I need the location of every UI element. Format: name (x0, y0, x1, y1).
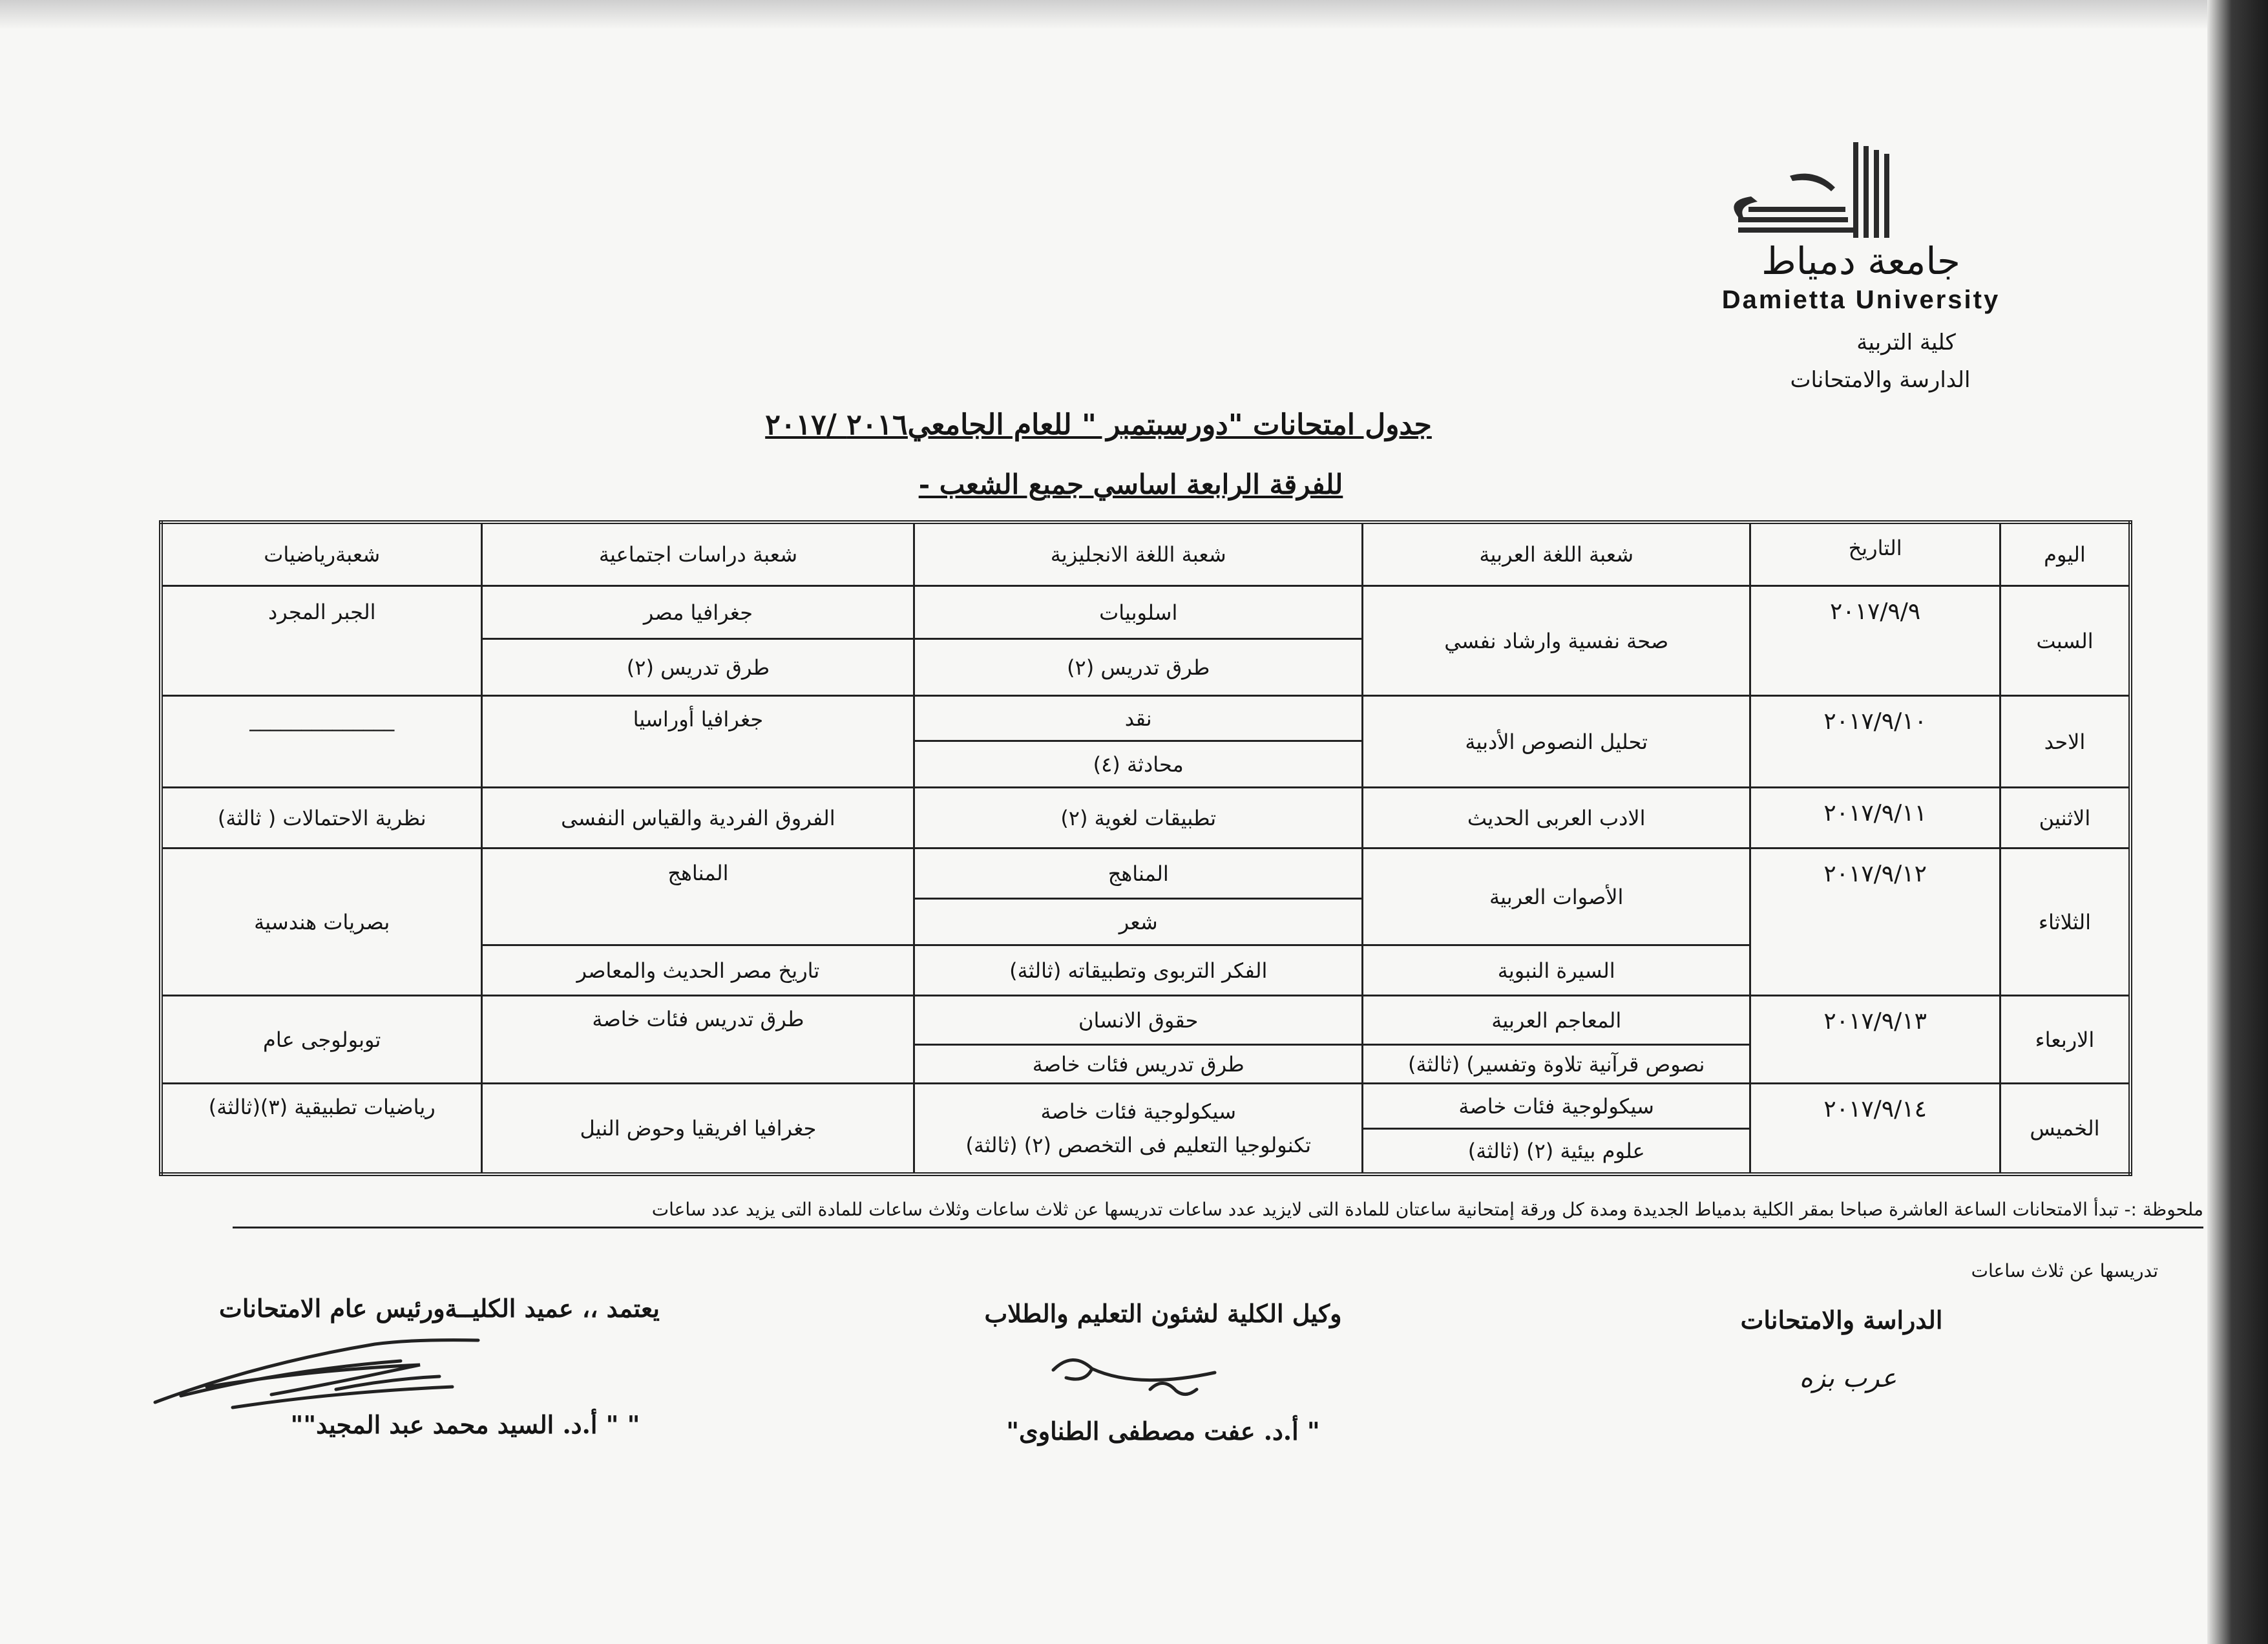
english-cell: اسلوبيات (914, 586, 1363, 639)
social-cell: الفروق الفردية والقياس النفسى (482, 788, 914, 848)
social-cell: جغرافيا افريقيا وحوض النيل (482, 1084, 914, 1174)
scan-right-edge (2207, 0, 2268, 1644)
english-cell: تطبيقات لغوية (٢) (914, 788, 1363, 848)
table-row (161, 848, 2130, 899)
english-cell: تكنولوجيا التعليم فى التخصص (٢) (ثالثة) (965, 1132, 1312, 1157)
math-cell: الجبر المجرد (161, 586, 482, 696)
header-math: شعبةرياضيات (161, 522, 482, 586)
department-name: الدارسة والامتحانات (1790, 367, 1971, 393)
english-cell: سيكولوجية فئات خاصة (1040, 1099, 1237, 1124)
table-row (161, 1084, 2130, 1129)
table-row (161, 996, 2130, 1045)
header-day: اليوم (2000, 522, 2130, 586)
table-row (161, 586, 2130, 639)
header-english: شعبة اللغة الانجليزية (914, 522, 1363, 586)
math-cell: توبولوجى عام (161, 996, 482, 1084)
scan-top-shade (0, 0, 2210, 30)
logo-arabic-name: جامعة دمياط (1761, 239, 1960, 283)
day-cell: الاربعاء (2000, 996, 2130, 1084)
math-cell: رياضيات تطبيقية (٣)(ثالثة) (161, 1084, 482, 1174)
day-cell: الخميس (2000, 1084, 2130, 1174)
date-cell: ٢٠١٧/٩/٩ (1750, 586, 2000, 696)
exam-note-continued: تدريسها عن ثلاث ساعات (1971, 1260, 2158, 1281)
english-cell: المناهج (914, 848, 1363, 899)
arabic-cell: نصوص قرآنية تلاوة وتفسير) (ثالثة) (1363, 1045, 1750, 1084)
faculty-name: كلية التربية (1856, 330, 1956, 355)
social-cell: المناهج (482, 848, 914, 945)
social-cell: طرق تدريس فئات خاصة (482, 996, 914, 1084)
day-cell: الاحد (2000, 696, 2130, 788)
math-cell: ______________ (161, 696, 482, 788)
exam-schedule-table (159, 520, 2132, 1176)
header-social: شعبة دراسات اجتماعية (482, 522, 914, 586)
signature-middle-name: " أ.د. عفت مصطفى الطناوى" (1006, 1417, 1320, 1446)
date-cell: ٢٠١٧/٩/١٢ (1750, 848, 2000, 996)
arabic-cell: المعاجم العربية (1363, 996, 1750, 1045)
social-cell: جغرافيا مصر (482, 586, 914, 639)
signature-right-handwriting: عرب بزه (1799, 1364, 1897, 1393)
math-cell: بصريات هندسية (161, 848, 482, 996)
arabic-cell: علوم بيئية (٢) (ثالثة) (1363, 1129, 1750, 1174)
social-cell: طرق تدريس (٢) (482, 639, 914, 696)
header-arabic: شعبة اللغة العربية (1363, 522, 1750, 586)
signature-right-title: الدراسة والامتحانات (1740, 1305, 1943, 1334)
english-cell: طرق تدريس فئات خاصة (914, 1045, 1363, 1084)
english-cell: الفكر التربوى وتطبيقاته (ثالثة) (914, 945, 1363, 996)
math-cell: نظرية الاحتمالات ( ثالثة) (161, 788, 482, 848)
date-cell: ٢٠١٧/٩/١٤ (1750, 1084, 2000, 1174)
table-row (161, 788, 2130, 848)
arabic-cell: السيرة النبوية (1363, 945, 1750, 996)
date-cell: ٢٠١٧/٩/١٣ (1750, 996, 2000, 1084)
date-cell: ٢٠١٧/٩/١٠ (1750, 696, 2000, 788)
signature-middle-scribble-icon (1047, 1344, 1241, 1402)
exam-note: ملحوظة :- تبدأ الامتحانات الساعة العاشرة صباحا بمقر الكلية بدمياط الجديدة ومدة كل ورقة إمتحانية ساعتان للمادة التى لايزيد عدد ساعات تدريسها عن ثلاث ساعات وثلاث ساعات للمادة التى يزيد عدد ساعات (651, 1199, 2203, 1220)
document-subtitle: للفرقة الرابعة اساسي جميع الشعب - (918, 469, 1343, 500)
arabic-cell: الأصوات العربية (1363, 848, 1750, 945)
university-emblem-icon (1712, 142, 1906, 239)
note-divider (233, 1227, 2203, 1228)
social-cell: تاريخ مصر الحديث والمعاصر (482, 945, 914, 996)
university-logo (1693, 142, 2029, 407)
english-cell: شعر (914, 899, 1363, 945)
day-cell: الاثنين (2000, 788, 2130, 848)
arabic-cell: سيكولوجية فئات خاصة (1363, 1084, 1750, 1129)
arabic-cell: الادب العربى الحديث (1363, 788, 1750, 848)
english-cell: محادثة (٤) (914, 741, 1363, 788)
arabic-cell: تحليل النصوص الأدبية (1363, 696, 1750, 788)
table-header-row (161, 522, 2130, 586)
day-cell: الثلاثاء (2000, 848, 2130, 996)
english-cell: حقوق الانسان (914, 996, 1363, 1045)
date-cell: ٢٠١٧/٩/١١ (1750, 788, 2000, 848)
logo-english-name: Damietta University (1721, 286, 2000, 314)
english-cell-group (914, 1084, 1363, 1174)
table-row (161, 696, 2130, 741)
signature-left-name: " " أ.د. السيد محمد عبد المجيد"" (290, 1410, 640, 1439)
document-title: جدول امتحانات "دورسبتمبر " للعام الجامعي٢٠١٦ /٢٠١٧ (765, 408, 1432, 441)
social-cell: جغرافيا أوراسيا (482, 696, 914, 788)
header-date: التاريخ (1750, 522, 2000, 586)
arabic-cell: صحة نفسية وارشاد نفسي (1363, 586, 1750, 696)
english-cell: نقد (914, 696, 1363, 741)
english-cell: طرق تدريس (٢) (914, 639, 1363, 696)
signature-left-scribble-icon (142, 1325, 504, 1415)
signature-middle-title: وكيل الكلية لشئون التعليم والطلاب (984, 1299, 1342, 1328)
signature-left-title: يعتمد ،، عميد الكليــةورئيس عام الامتحانات (219, 1294, 660, 1323)
day-cell: السبت (2000, 586, 2130, 696)
